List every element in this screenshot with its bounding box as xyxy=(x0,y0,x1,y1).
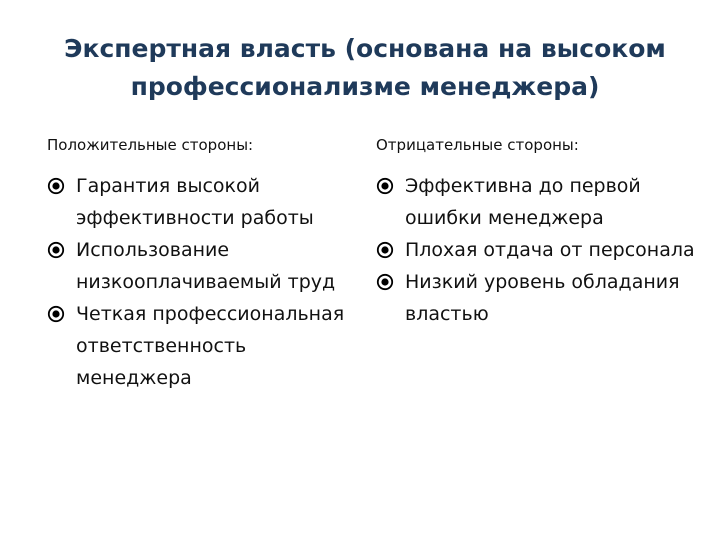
target-bullet-icon xyxy=(376,177,394,195)
list-item-text: Четкая профессиональная ответственность менеджера xyxy=(76,303,345,389)
list-item xyxy=(376,170,696,234)
list-item-text: Плохая отдача от персонала xyxy=(405,239,695,261)
page-title: Экспертная власть (основана на высоком профессионализме менеджера) xyxy=(64,34,666,101)
list-item-text: Эффективна до первой ошибки менеджера xyxy=(405,175,641,229)
negative-column xyxy=(376,133,696,330)
target-bullet-icon xyxy=(47,241,65,259)
list-item xyxy=(47,170,347,234)
negative-header: Отрицательные стороны: xyxy=(376,136,579,154)
target-bullet-icon xyxy=(47,177,65,195)
target-bullet-icon xyxy=(47,305,65,323)
target-bullet-icon xyxy=(376,273,394,291)
positive-column xyxy=(47,133,347,394)
list-item-text: Низкий уровень обладания властью xyxy=(405,271,680,325)
target-bullet-icon xyxy=(376,241,394,259)
list-item-text: Гарантия высокой эффективности работы xyxy=(76,175,314,229)
list-item xyxy=(376,266,696,330)
list-item xyxy=(47,234,347,298)
positive-header: Положительные стороны: xyxy=(47,136,254,154)
list-item xyxy=(47,298,347,394)
positive-list xyxy=(47,170,347,394)
list-item-text: Использование низкооплачиваемый труд xyxy=(76,239,336,293)
negative-list xyxy=(376,170,696,330)
list-item xyxy=(376,234,696,266)
